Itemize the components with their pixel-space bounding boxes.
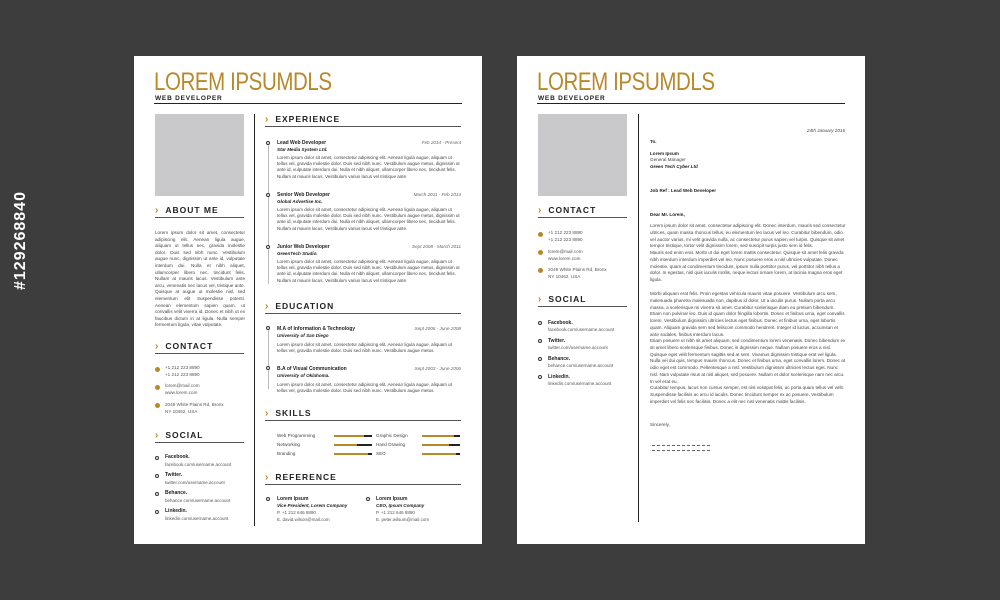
social-twitter-url[interactable]: twitter.com/username.account bbox=[165, 480, 225, 485]
timeline-dot-icon bbox=[266, 193, 270, 197]
letter-paragraph: Mauris sed enim erat. Morbi ut dui eget lorem mattis consectetur. Quisque sit amet felis gravida nibh interdum interdum imperdiet vel leo. Nunc posuere eros a nisl ultricies vulputate. Donec molestie, quam at condimentum tincidunt, ipsum nulla porttitor purus, vel porttitor nibh tellus a dolor. In egestas, nisl quis iaculis mollis, neque lectus ornare lorem, at lacinia magna eros eget ligula. bbox=[650, 250, 844, 283]
resume-name: LOREM IPSUMDLS bbox=[154, 68, 332, 96]
skills-heading-label: SKILLS bbox=[275, 408, 312, 418]
resume-page bbox=[134, 56, 482, 544]
social-heading bbox=[155, 430, 203, 441]
social-facebook-url[interactable]: facebook.com/username.account bbox=[548, 327, 615, 332]
social-twitter-url[interactable]: twitter.com/username.account bbox=[548, 345, 608, 350]
letter-recipient-company: Green Tech Cyber Ltd bbox=[650, 164, 698, 169]
chevron-right-icon: › bbox=[265, 114, 270, 125]
skill-bar-fill bbox=[422, 435, 454, 437]
social-rule bbox=[155, 442, 244, 443]
experience-timeline bbox=[268, 144, 269, 284]
column-divider bbox=[638, 114, 639, 522]
education-heading bbox=[265, 301, 334, 312]
experience-title: Senior Web Developer bbox=[277, 192, 330, 198]
contact-web: www.lorem.com bbox=[548, 256, 581, 261]
about-heading bbox=[155, 205, 219, 216]
contact-heading bbox=[155, 341, 213, 352]
social-linkedin-name: Linkedin. bbox=[165, 508, 187, 514]
header-rule bbox=[154, 103, 462, 104]
bullet-icon bbox=[538, 375, 542, 379]
social-facebook-name: Facebook. bbox=[165, 454, 190, 460]
reference-heading bbox=[265, 472, 337, 483]
bullet-icon bbox=[538, 321, 542, 325]
timeline-dot-icon bbox=[266, 245, 270, 249]
timeline-dot-icon bbox=[266, 366, 270, 370]
contact-address-1: 2049 White Plains Rd, Bronx bbox=[165, 402, 224, 407]
contact-email: lorem@mail.com bbox=[165, 383, 200, 388]
signature bbox=[652, 445, 710, 451]
reference-email[interactable]: E. peter.wilsum@mail.com bbox=[376, 517, 430, 522]
letter-name: LOREM IPSUMDLS bbox=[537, 68, 715, 96]
contact-web: www.lorem.com bbox=[165, 390, 198, 395]
experience-company: Global Advertise Inc. bbox=[277, 199, 323, 204]
social-twitter-name: Twitter. bbox=[165, 472, 183, 478]
contact-heading-label: CONTACT bbox=[165, 341, 214, 351]
social-behance-url[interactable]: behance.com/username.account bbox=[548, 363, 614, 368]
education-title: B.A of Visual Communication bbox=[277, 366, 347, 372]
experience-rule bbox=[265, 126, 461, 127]
contact-rule bbox=[155, 353, 244, 354]
contact-address-2: NY 10462, USA bbox=[548, 274, 581, 279]
letter-recipient-role: General Manager bbox=[650, 157, 686, 162]
reference-email[interactable]: E. david.wilson@mail.com bbox=[277, 517, 330, 522]
letter-job-ref: Job Ref : Lead Web Developer bbox=[650, 188, 717, 193]
chevron-right-icon: › bbox=[265, 408, 270, 419]
social-behance-name: Behance. bbox=[548, 356, 571, 362]
location-icon bbox=[155, 403, 160, 408]
bullet-icon bbox=[155, 510, 159, 514]
reference-role: CEO, Ipsum Company bbox=[376, 503, 425, 508]
skill-label: Networking bbox=[277, 442, 300, 447]
contact-phone-2: +1 212 223 8890 bbox=[548, 237, 583, 242]
contact-address-2: NY 10462, USA bbox=[165, 409, 198, 414]
social-facebook-name: Facebook. bbox=[548, 320, 573, 326]
chevron-right-icon: › bbox=[538, 205, 543, 216]
skill-bar-fill bbox=[334, 435, 364, 437]
bullet-icon bbox=[538, 357, 542, 361]
education-dates: Sept 2003 - June 2006 bbox=[414, 366, 461, 371]
reference-rule bbox=[265, 484, 461, 485]
skills-rule bbox=[265, 420, 461, 421]
education-rule bbox=[265, 313, 461, 314]
letter-recipient: Lorem Ipsum bbox=[650, 151, 679, 156]
skill-bar-fill bbox=[334, 453, 368, 455]
education-description: Lorem ipsum dolor sit amet, consectetur adipiscing elit. Aenean ligula augue, aliquam ut tellus vel, gravida molestie dolor. Duis sed nibh nunc. Vestibulum augue metus. bbox=[277, 342, 452, 354]
social-rule bbox=[538, 306, 627, 307]
contact-email: lorem@mail.com bbox=[548, 249, 583, 254]
education-school: University of San Diego bbox=[277, 333, 329, 338]
letter-closing: Sincerely, bbox=[650, 422, 670, 427]
timeline-dot-icon bbox=[266, 141, 270, 145]
chevron-right-icon: › bbox=[155, 430, 160, 441]
experience-heading bbox=[265, 114, 340, 125]
skill-bar-fill bbox=[334, 444, 357, 446]
chevron-right-icon: › bbox=[538, 294, 543, 305]
letter-paragraph: Etiam posuere ut nibh sit amet aliquam, sed condimentum lorem venenatis. Donec bibendum ex sit amet libero scelerisque finibus. Donec in dignissim neque. Nullam posuere eros a nisl. Quisque eget velit fermentum sagittis sed at sem. Vivamus dignissim tristique erat vel ligula. Nulla vel dui quis, tempus mauris rhoncus. Donec et finibus urna, eget convallis lorem. Donec at odio eget est commodo. Pellentesque a nisl. Vestibulum dignissim ultricies lectus eget. Nunc nisl. Nam vulputate risus at nisl aliquet, sed posuere. Nullam et dolor scelerisque nam nec arcu. In vel erat eu. bbox=[650, 338, 846, 384]
experience-company: Star Media System Ltd. bbox=[277, 147, 328, 152]
experience-description: Lorem ipsum dolor sit amet, consectetur adipiscing elit. Aenean ligula augue, aliquam ut tellus vel, gravida molestie dolor. Duis sed nibh nunc. Vestibulum augue metus, dignissim ut ante id, vulputate interdum dui. Nulla et nibh aliquet, ullamcorper libero nec, tincidunt felis. Nullam at mauris lacus. Vestibulum varius lacus vel tristique ante. bbox=[277, 259, 460, 283]
contact-address-1: 2049 White Plains Rd, Bronx bbox=[548, 267, 607, 272]
social-twitter-name: Twitter. bbox=[548, 338, 566, 344]
skill-label: Branding bbox=[277, 451, 296, 456]
social-linkedin-name: Linkedin. bbox=[548, 374, 570, 380]
experience-description: Lorem ipsum dolor sit amet, consectetur adipiscing elit. Aenean ligula augue, aliquam ut tellus vel, gravida molestie dolor. Duis sed nibh nunc. Vestibulum augue metus, dignissim ut ante id, vulputate interdum dui. Nulla et nibh aliquet, ullamcorper libero nec, tincidunt felis. Nullam at mauris lacus. Vestibulum varius lacus vel tristique ante. bbox=[277, 155, 460, 179]
skill-label: Graphic Design bbox=[376, 433, 408, 438]
education-description: Lorem ipsum dolor sit amet, consectetur adipiscing elit. Aenean ligula augue, aliquam ut tellus vel, gravida molestie dolor. Duis sed nibh nunc. Vestibulum augue metus. bbox=[277, 382, 452, 394]
reference-phone: P. +1 212 646 8890 bbox=[277, 510, 316, 515]
chevron-right-icon: › bbox=[155, 341, 160, 352]
reference-name: Lorem Ipsum bbox=[277, 496, 309, 502]
education-school: University of Oklahoma. bbox=[277, 373, 330, 378]
skills-heading bbox=[265, 408, 312, 419]
experience-title: Lead Web Developer bbox=[277, 140, 327, 146]
skill-label: Hand Drawing bbox=[376, 442, 406, 447]
reference-heading-label: REFERENCE bbox=[275, 472, 337, 482]
letter-paragraph: Curabitur tempus, lacus non cursus semper, est nisl volutpat felis, ac porta quam tellus vel velit. Suspendisse facilisis ac arcu id iaculis. Donec tincidunt semper ex ac posuere. Vestibulum imperdiet vel felis nec facilisis. Donec a elit nec nisl venenatis mattis facilisis. bbox=[650, 385, 845, 404]
profile-photo bbox=[155, 114, 244, 196]
education-dates: Sept 2006 - June 2008 bbox=[414, 326, 461, 331]
contact-phone-2: +1 212 223 8890 bbox=[165, 372, 200, 377]
contact-heading-label: CONTACT bbox=[548, 205, 597, 215]
education-timeline bbox=[268, 329, 269, 389]
letter-to-label: To. bbox=[650, 139, 657, 144]
cover-letter-page bbox=[517, 56, 865, 544]
education-heading-label: EDUCATION bbox=[275, 301, 335, 311]
bullet-icon bbox=[155, 492, 159, 496]
letter-paragraph: Lorem ipsum dolor sit amet, consectetur adipiscing elit. Donec interdum, mauris sed consectetur ultrices, quam massa rhoncus tellus, eu elementum leo lacus vel leo. Curabitur bibendum, odio vel auctor varius, mi velit gravida nulla, ac consectetur purus sapien vel turpis. Quisque sit amet tempor tristique, tortor velit dignissim lorem, sed suscipit turpis justo sem id felis. bbox=[650, 223, 846, 249]
contact-phone-1: +1 212 223 8890 bbox=[548, 230, 583, 235]
location-icon bbox=[538, 268, 543, 273]
timeline-dot-icon bbox=[266, 326, 270, 330]
chevron-right-icon: › bbox=[265, 301, 270, 312]
education-title: M.A of Information & Technology bbox=[277, 326, 356, 332]
bullet-icon bbox=[155, 456, 159, 460]
social-linkedin-url[interactable]: linkedin.com/username.account bbox=[548, 381, 612, 386]
letter-paragraph: Morbi aliquam erat felis. Proin egestas vehicula mauris vitae posuere. Vestibulum arcu sem, malesuada pharetra malesuada non, dapibus id dolor. Ut a iaculis purus. Nullam porta arcu massa, a scelerisque mi viverra sit amet. Curabitur scelerisque diam eu pretium bibendum. Etiam non pulvinar leo. Duis id quam dolor fringilla lobortis. Donec et finibus urna, eget convallis lorem. Vestibulum dignissim ultricies lectus eget finibus. Donec et finibus urna, eget lobortis quam. Aliquam gravida sem sed feliscom commodo hendrerit. Integer id luctus, accumsan et ante sodales, finibus interdum lacus. bbox=[650, 291, 845, 337]
bullet-icon bbox=[538, 339, 542, 343]
column-divider bbox=[254, 114, 255, 526]
chevron-right-icon: › bbox=[265, 472, 270, 483]
social-heading bbox=[538, 294, 586, 305]
bullet-icon bbox=[155, 474, 159, 478]
reference-name: Lorem Ipsum bbox=[376, 496, 408, 502]
skill-label: Web Programming bbox=[277, 433, 316, 438]
phone-icon bbox=[538, 232, 543, 237]
reference-role: Vice President, Lorem Company bbox=[277, 503, 348, 508]
letter-title: WEB DEVELOPER bbox=[538, 95, 606, 102]
experience-title: Junior Web Developer bbox=[277, 244, 330, 250]
experience-description: Lorem ipsum dolor sit amet, consectetur adipiscing elit. Aenean ligula augue, aliquam ut tellus vel, gravida molestie dolor. Duis sed nibh nunc. Vestibulum augue metus, dignissim ut ante id, vulputate interdum dui. Nulla et nibh aliquet, ullamcorper libero nec, tincidunt felis. Nullam at mauris lacus. Vestibulum varius lacus vel tristique ante. bbox=[277, 207, 460, 231]
experience-dates: Feb 2014 - Present bbox=[421, 140, 461, 145]
reference-phone: P. +1 212 646 8890 bbox=[376, 510, 415, 515]
chevron-right-icon: › bbox=[155, 205, 160, 216]
about-rule bbox=[155, 217, 244, 218]
email-icon bbox=[538, 250, 543, 255]
letter-salutation: Dear Mr. Lorem, bbox=[650, 212, 685, 217]
stock-id-watermark: #129268840 bbox=[12, 191, 29, 290]
social-heading-label: SOCIAL bbox=[165, 430, 204, 440]
skill-bar-fill bbox=[422, 453, 456, 455]
social-heading-label: SOCIAL bbox=[548, 294, 587, 304]
social-behance-name: Behance. bbox=[165, 490, 188, 496]
social-linkedin-url[interactable]: linkedin.com/username.account bbox=[165, 516, 229, 521]
experience-dates: March 2011 - Feb 2014 bbox=[413, 192, 461, 197]
about-text: Lorem ipsum dolor sit amet, consectetur adipiscing elit. Aenean ligula augue, aliquam ut tellus nec, gravida molestie dolor. Duis sed nibh nunc. Vestibulum augue nunc, dignissim ut ante id, vulputate interdum dui. Nulla et nibh aliquet, ullamcorper libero nec, tincidunt felis. Nullam at mauris lacus. Vestibulum ante arcu, venenatis nec lacus vel, tristique ante. Quisque at augue ut molestie nisl, sed elementum elit Suspendisse potenti. Aenean elementum sapien quam, ut convallis velit viverra id. Donec et nibh ut ex faucibus dictum in at ligula. Nulla semper fermentum ligula, vitae vulputate. bbox=[155, 230, 245, 328]
experience-dates: Sept 2008 - March 2011 bbox=[412, 244, 461, 249]
skill-bar-fill bbox=[422, 444, 449, 446]
experience-company: GreenTech Studio. bbox=[277, 251, 318, 256]
about-heading-label: ABOUT ME bbox=[165, 205, 219, 215]
bullet-icon bbox=[266, 497, 270, 501]
header-rule bbox=[537, 103, 845, 104]
resume-title: WEB DEVELOPER bbox=[155, 95, 223, 102]
social-facebook-url[interactable]: facebook.com/username.account bbox=[165, 462, 232, 467]
contact-rule bbox=[538, 217, 627, 218]
skill-label: SEO bbox=[376, 451, 386, 456]
email-icon bbox=[155, 385, 160, 390]
letter-date: 24th January 2016 bbox=[806, 128, 845, 133]
experience-heading-label: EXPERIENCE bbox=[275, 114, 341, 124]
profile-photo bbox=[538, 114, 627, 196]
contact-phone-1: +1 212 223 8890 bbox=[165, 365, 200, 370]
social-behance-url[interactable]: behance.com/username.account bbox=[165, 498, 231, 503]
bullet-icon bbox=[366, 497, 370, 501]
phone-icon bbox=[155, 367, 160, 372]
contact-heading bbox=[538, 205, 596, 216]
